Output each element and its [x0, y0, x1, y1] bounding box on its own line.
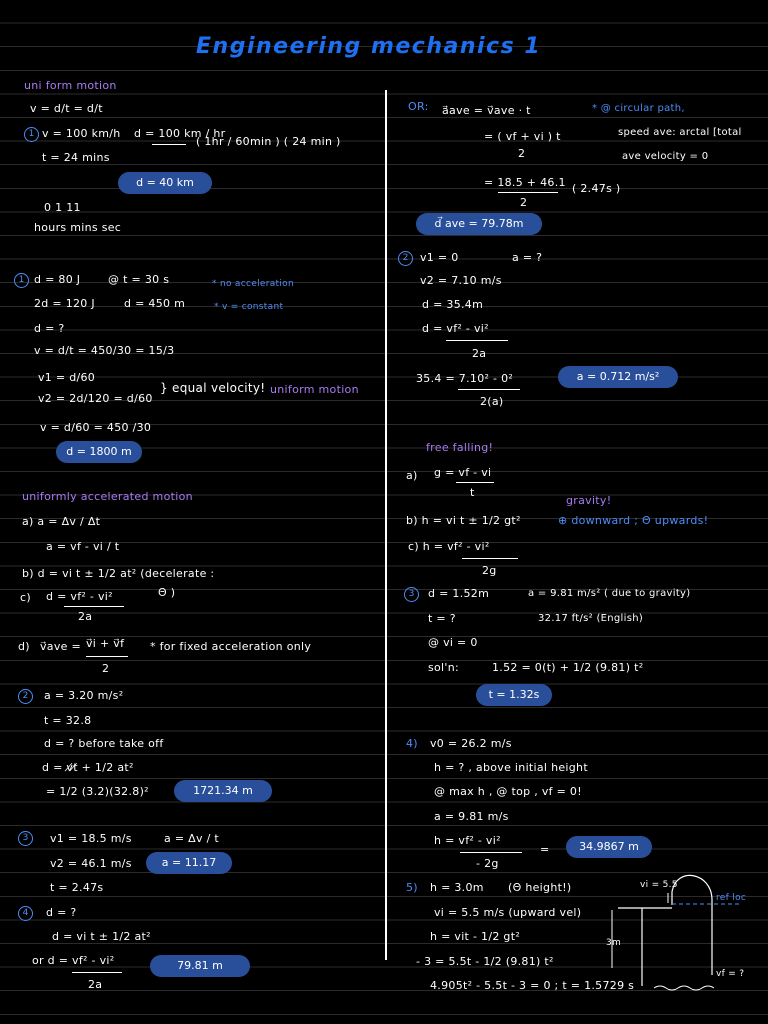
unknown: a = ? [512, 251, 543, 264]
equation: v = d/60 = 450 /30 [40, 421, 152, 434]
condition: @ max h , @ top , vf = 0! [434, 785, 582, 798]
unknown: d = ? [34, 322, 65, 335]
given: a = 3.20 m/s² [44, 689, 124, 702]
equation: = 1/2 (3.2)(32.8)² [46, 785, 149, 798]
formula: d = vf² - vi² [422, 322, 489, 335]
note: (Θ height!) [508, 881, 572, 894]
item-label: 4) [406, 737, 418, 750]
calc-line: d = 100 km / hr [134, 127, 226, 140]
section-heading: free falling! [426, 441, 494, 454]
note: * v = constant [214, 302, 284, 312]
given: a = 9.81 m/s [434, 810, 509, 823]
denominator: 2a [88, 978, 103, 991]
answer-pill: t = 1.32s [476, 684, 552, 706]
given: v2 = 46.1 m/s [50, 857, 132, 870]
denominator: 2g [482, 564, 497, 577]
given: @ vi = 0 [428, 636, 478, 649]
denominator: 2 [102, 662, 110, 675]
item-label: a) [406, 469, 418, 482]
answer-pill: a = 0.712 m/s² [558, 366, 678, 388]
equation: v = d/t = 450/30 = 15/3 [34, 344, 175, 357]
answer-pill: d⃗ ave = 79.78m [416, 213, 542, 235]
given-time: t = 24 mins [42, 151, 110, 164]
given: h = 3.0m [430, 881, 484, 894]
brace-note: } equal velocity! [160, 381, 266, 395]
given: v1 = 18.5 m/s [50, 832, 132, 845]
formula: h = vit - 1/2 gt² [430, 930, 521, 943]
formula: b) h = vi t ± 1/2 gt² [406, 514, 521, 527]
formula: = 18.5 + 46.1 [484, 176, 566, 189]
unit-words: hours mins sec [34, 221, 122, 234]
given: 2d = 120 J [34, 297, 95, 310]
formula: = ( vf + vi ) t [484, 130, 561, 143]
formula: d = vf² - vi² [46, 590, 113, 603]
answer-pill: a = 11.17 [146, 852, 232, 874]
given: vi = 5.5 m/s (upward vel) [434, 906, 582, 919]
problem-number: 3 [18, 831, 33, 846]
denominator: - 2g [476, 857, 499, 870]
formula: a) a = Δv / Δt [22, 515, 101, 528]
answer-pill: d = 1800 m [56, 441, 142, 463]
item-label: 5) [406, 881, 418, 894]
unknown: t = ? [428, 612, 456, 625]
or-label: OR: [408, 100, 429, 113]
equation: d = v̸t̸ + 1/2 at² [42, 761, 134, 774]
formula: a = Δv / t [164, 832, 219, 845]
sign-note: Θ ) [158, 586, 176, 599]
note: speed ave: arctal [total [618, 127, 742, 138]
given: d = 80 J [34, 273, 81, 286]
section-heading: uni form motion [24, 79, 117, 92]
given: v0 = 26.2 m/s [430, 737, 512, 750]
note: ave velocity = 0 [622, 151, 709, 162]
denominator: 2a [472, 347, 487, 360]
given: t = 32.8 [44, 714, 92, 727]
denominator: 2 [518, 147, 526, 160]
formula: or d = vf² - vi² [32, 954, 115, 967]
unknown: h = ? , above initial height [434, 761, 588, 774]
equation: 1.52 = 0(t) + 1/2 (9.81) t² [492, 661, 644, 674]
equation: 4.905t² - 5.5t - 3 = 0 ; t = 1.5729 s [430, 979, 635, 992]
brace-note-label: uniform motion [270, 383, 359, 396]
formula: v = d/t = d/t [30, 102, 103, 115]
sketch-label-vi: vi = 5.5 [640, 880, 678, 890]
formula: c) h = vf² - vi² [408, 540, 490, 553]
given-velocity: v = 100 km/h [42, 127, 121, 140]
equation: 35.4 = 7.10² - 0² [416, 372, 514, 385]
formula: a = vf - vi / t [46, 540, 120, 553]
problem-number: 4 [18, 906, 33, 921]
equation: v1 = d/60 [38, 371, 96, 384]
formula: d = vi t ± 1/2 at² [52, 930, 151, 943]
problem-number: 3 [404, 587, 419, 602]
problem-number: 2 [398, 251, 413, 266]
given: v1 = 0 [420, 251, 459, 264]
solution-label: sol'n: [428, 661, 460, 674]
formula: v⃗ave = [40, 640, 82, 653]
denominator: t [470, 486, 475, 499]
answer-pill: 79.81 m [150, 955, 250, 977]
given: t = 2.47s [50, 881, 104, 894]
answer-pill: 34.9867 m [566, 836, 652, 858]
equals-sign: = [540, 843, 550, 856]
given: @ t = 30 s [108, 273, 170, 286]
given: d = 35.4m [422, 298, 484, 311]
formula: b) d = vi t ± 1/2 at² (decelerate : [22, 567, 215, 580]
time-value: ( 2.47s ) [572, 182, 621, 195]
formula: h = vf² - vi² [434, 834, 501, 847]
problem-number: 1 [24, 127, 39, 142]
item-label: c) [20, 591, 31, 604]
answer-pill: 1721.34 m [174, 780, 272, 802]
sketch-label-ref: ref loc [716, 893, 747, 903]
page-title: Engineering mechanics 1 [196, 34, 542, 59]
given: v2 = 7.10 m/s [420, 274, 502, 287]
numerator: v⃗i + v⃗f [86, 637, 125, 650]
problem-number: 1 [14, 273, 29, 288]
given: a = 9.81 m/s² ( due to gravity) [528, 588, 691, 599]
sketch-label-vf: vf = ? [716, 969, 745, 979]
note: * no acceleration [212, 279, 294, 289]
given: d = 450 m [124, 297, 186, 310]
sign-note: ⊕ downward ; Θ upwards! [558, 514, 709, 527]
unknown: d = ? before take off [44, 737, 164, 750]
given: 32.17 ft/s² (English) [538, 613, 644, 624]
gravity-label: gravity! [566, 494, 612, 507]
conversion: ( 1hr / 60min ) ( 24 min ) [196, 135, 341, 148]
given: d = 1.52m [428, 587, 490, 600]
item-label: d) [18, 640, 30, 653]
unit-symbols: 0 1 11 [44, 201, 81, 214]
problem-number: 2 [18, 689, 33, 704]
denominator: 2 [520, 196, 528, 209]
answer-pill: d = 40 km [118, 172, 212, 194]
section-heading: uniformly accelerated motion [22, 490, 193, 503]
note: * for fixed acceleration only [150, 640, 312, 653]
formula: g = vf - vi [434, 466, 492, 479]
equation: - 3 = 5.5t - 1/2 (9.81) t² [416, 955, 554, 968]
note: * @ circular path, [592, 103, 685, 114]
equation: v2 = 2d/120 = d/60 [38, 392, 153, 405]
formula: a⃗ave = v⃗ave · t [442, 104, 531, 117]
unknown: d = ? [46, 906, 77, 919]
denominator: 2a [78, 610, 93, 623]
sketch-label-height: 3m [606, 938, 622, 948]
denominator: 2(a) [480, 395, 504, 408]
